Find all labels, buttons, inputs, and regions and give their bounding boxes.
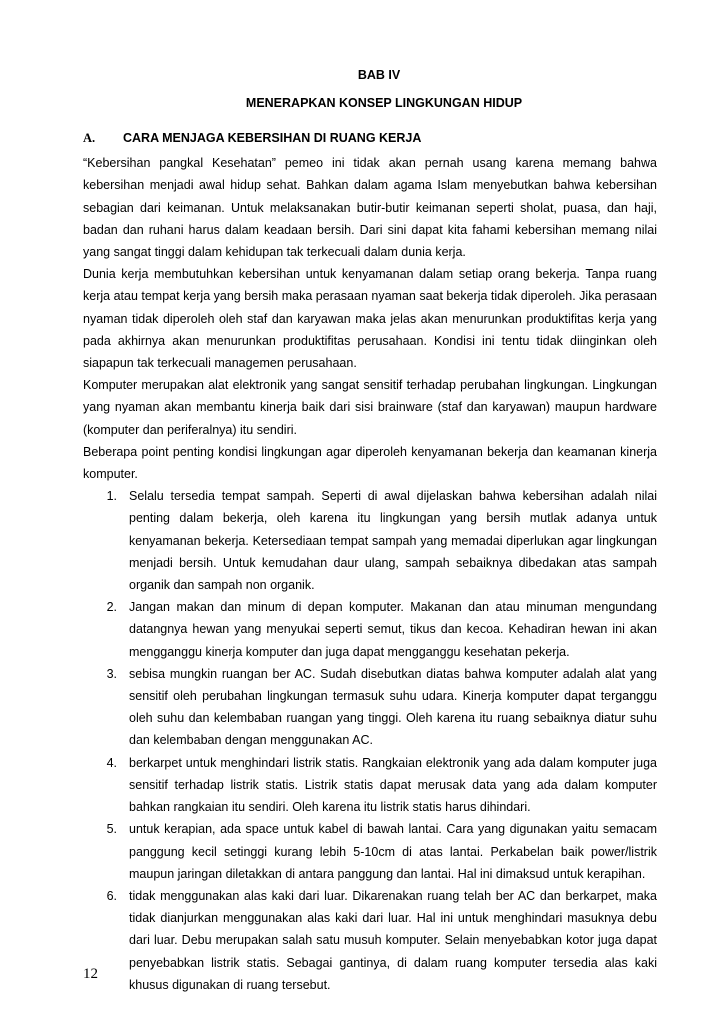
paragraph-1: “Kebersihan pangkal Kesehatan” pemeo ini tidak akan pernah usang karena memang bahwa kebersihan menjadi awal hidup sehat. Bahkan dalam agama Islam menyebutkan bahwa kebersihan sebagian dari keimanan. Untuk melaksanakan butir-butir keimanan seperti sholat, puasa, dan haji, badan dan ruhani harus dalam keadaan bersih. Dari sini dapat kita fahami kebersihan memang nilai yang sangat tinggi dalam kehidupan tak terkecuali dalam dunia kerja. xyxy=(83,156,657,260)
section-title: CARA MENJAGA KEBERSIHAN DI RUANG KERJA xyxy=(123,131,422,145)
list-item xyxy=(83,818,657,885)
list-item-text: Jangan makan dan minum di depan komputer. Makanan dan atau minuman mengundang datangnya hewan yang menyukai seperti semut, tikus dan kecoa. Kehadiran hewan ini akan mengganggu kinerja komputer dan juga dapat mengganggu kesehatan pekerja. xyxy=(129,600,657,659)
list-item xyxy=(83,885,657,996)
list-item-text: Selalu tersedia tempat sampah. Seperti di awal dijelaskan bahwa kebersihan adalah nilai penting dalam bekerja, oleh karena itu lingkungan yang bersih mutlak adanya untuk kenyamanan bekerja. Ketersediaan tempat sampah yang memadai diperlukan agar lingkungan menjadi bersih. Untuk kemudahan daur ulang, sampah sebaiknya dibedakan atas sampah organik dan sampah non organik. xyxy=(129,489,657,593)
list-item xyxy=(83,596,657,663)
page-content xyxy=(83,127,657,996)
list-item xyxy=(83,485,657,596)
numbered-list xyxy=(83,485,657,996)
list-item xyxy=(83,663,657,752)
paragraph-3: Komputer merupakan alat elektronik yang sangat sensitif terhadap perubahan lingkungan. Lingkungan yang nyaman akan membantu kinerja baik dari sisi brainware (staf dan karyawan) maupun hardware (komputer dan periferalnya) itu sendiri. xyxy=(83,378,657,437)
list-item-number: 5. xyxy=(106,822,117,837)
paragraph-4: Beberapa point penting kondisi lingkungan agar diperoleh kenyamanan bekerja dan keamanan kinerja komputer. xyxy=(83,444,657,482)
list-item-number: 6. xyxy=(106,888,117,903)
section-heading xyxy=(83,127,657,149)
section-letter: A. xyxy=(83,131,96,145)
chapter-title: MENERAPKAN KONSEP LINGKUNGAN HIDUP xyxy=(245,96,523,110)
chapter-heading xyxy=(0,66,728,113)
list-item-number: 1. xyxy=(106,489,117,504)
list-item-text: berkarpet untuk menghindari listrik statis. Rangkaian elektronik yang ada dalam komputer juga sensitif terhadap listrik statis. Listrik statis dapat merusak data yang ada dalam komputer bahkan rangkaian itu sendiri. Oleh karena itu listrik statis harus dihindari. xyxy=(129,755,657,815)
list-item-text: sebisa mungkin ruangan ber AC. Sudah disebutkan diatas bahwa komputer adalah alat yang sensitif oleh perubahan lingkungan termasuk suhu udara. Kinerja komputer dapat terganggu oleh suhu dan kelembaban ruangan yang tinggi. Oleh karena itu ruang sebaiknya diatur suhu dan kelembaban dengan menggunakan AC. xyxy=(129,666,657,748)
list-item-number: 3. xyxy=(106,666,117,681)
list-item-text: tidak menggunakan alas kaki dari luar. Dikarenakan ruang telah ber AC dan berkarpet, maka tidak dianjurkan menggunakan alas kaki dari luar. Hal ini untuk menghindari masuknya debu dari luar. Debu merupakan salah satu musuh komputer. Selain menyebabkan kotor juga dapat penyebabkan listrik statis. Sebagai gantinya, di dalam ruang komputer tersedia alas kaki khusus digunakan di ruang tersebut. xyxy=(129,888,657,992)
chapter-number: BAB IV xyxy=(357,68,401,82)
list-item xyxy=(83,752,657,819)
list-item-number: 4. xyxy=(106,755,117,770)
list-item-number: 2. xyxy=(106,600,117,615)
page-number: 12 xyxy=(83,966,98,982)
list-item-text: untuk kerapian, ada space untuk kabel di bawah lantai. Cara yang digunakan yaitu semacam panggung kecil setinggi kurang lebih 5-10cm di atas lantai. Perkabelan baik power/listrik maupun jaringan diletakkan di antara panggung dan lantai. Hal ini dimaksud untuk kerapihan. xyxy=(129,822,657,881)
paragraph-2: Dunia kerja membutuhkan kebersihan untuk kenyamanan dalam setiap orang bekerja. Tanpa ruang kerja atau tempat kerja yang bersih maka perasaan nyaman saat bekerja tidak diperoleh. Jika perasaan nyaman tidak diperoleh oleh staf dan karyawan maka jelas akan menurunkan produktifitas kerja yang pada akhirnya akan menurunkan produktifitas perusahaan. Kondisi ini tentu tidak diinginkan oleh siapapun tak terkecuali managemen perusahaan. xyxy=(83,267,657,371)
